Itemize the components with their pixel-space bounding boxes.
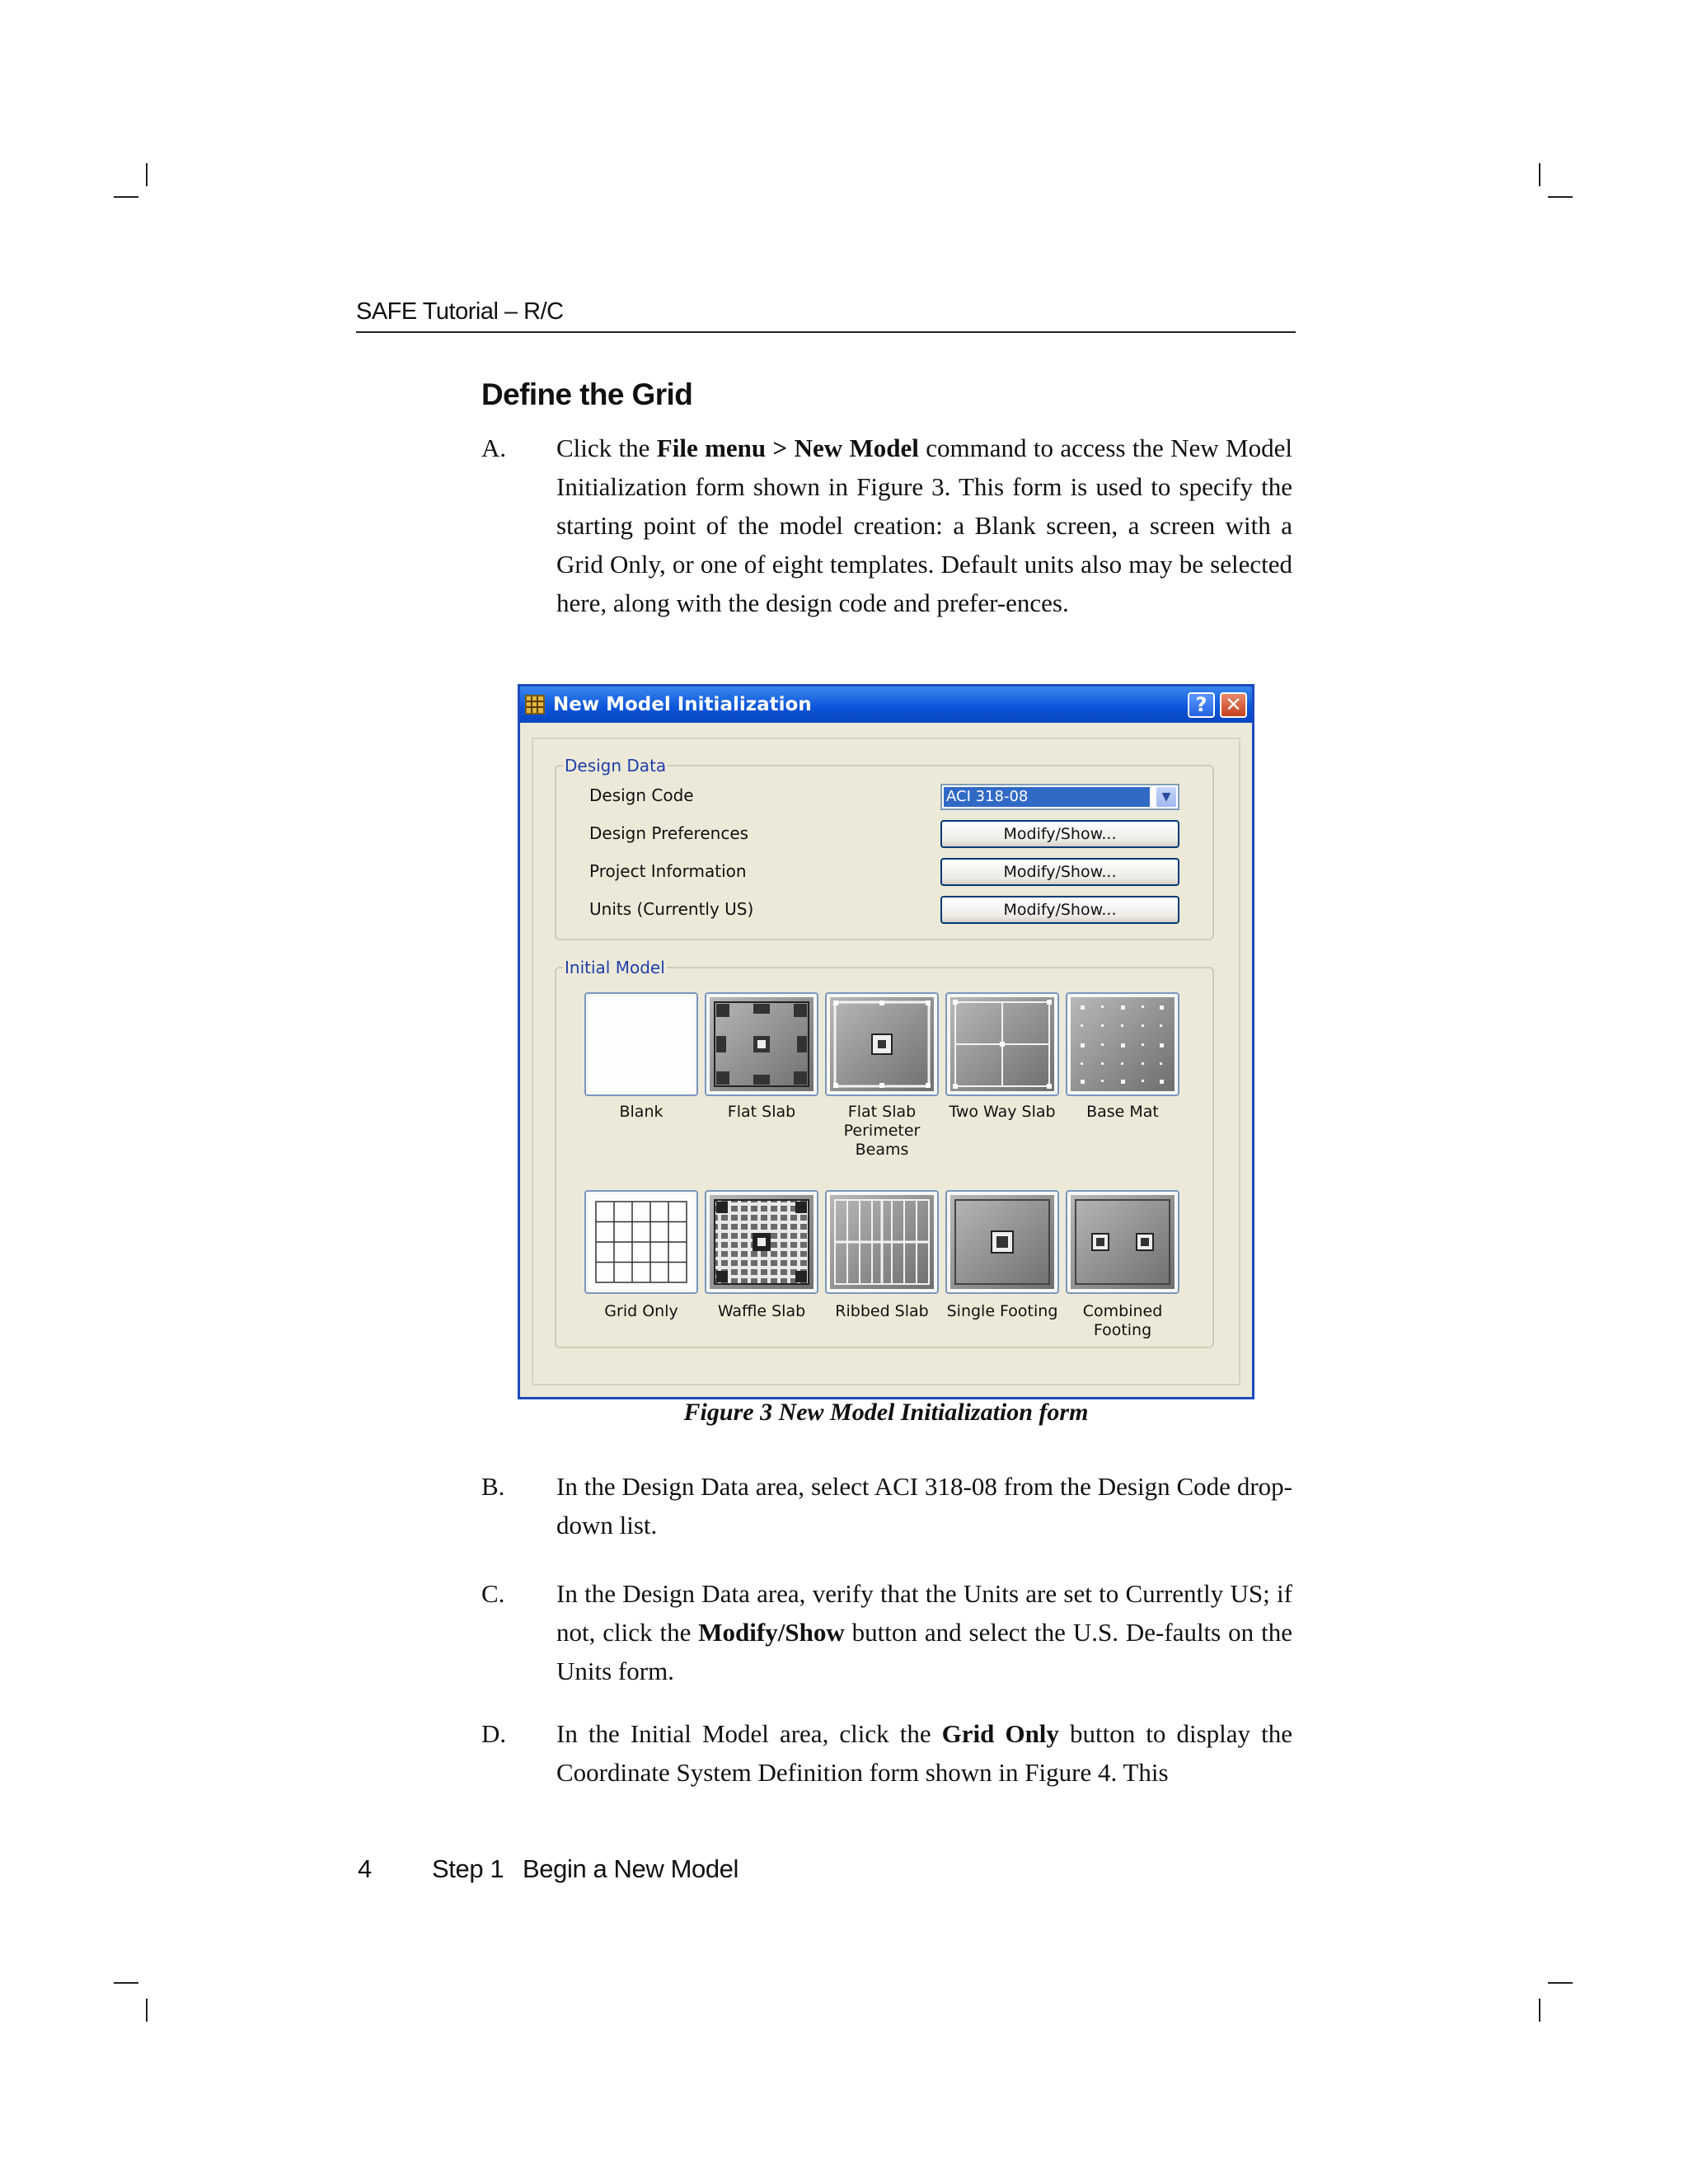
crop-mark <box>1539 1999 1540 2022</box>
flat-slab-perimeter-beams-template-button[interactable] <box>825 992 939 1096</box>
footer-chapter-title: Begin a New Model <box>523 1854 739 1883</box>
crop-mark <box>146 163 148 186</box>
crop-mark <box>1539 163 1540 186</box>
combined-footing-icon <box>1071 1195 1175 1289</box>
step-text: In the Initial Model area, click the Grid Only button to display the Coordinate System Definition form shown in Figure 4. This <box>556 1719 1292 1787</box>
units-modify-button[interactable]: Modify/Show... <box>940 896 1179 924</box>
design-code-value: ACI 318-08 <box>944 787 1150 807</box>
design-data-legend: Design Data <box>565 756 667 776</box>
template-label-blank: Blank <box>619 1103 663 1121</box>
template-label-grid-only: Grid Only <box>604 1302 678 1320</box>
single-footing-icon <box>950 1195 1054 1289</box>
page-number: 4 <box>358 1854 372 1883</box>
step-text: In the Design Data area, select ACI 318-08 from the Design Code drop-down list. <box>556 1472 1292 1540</box>
step-marker: D. <box>481 1719 507 1748</box>
dialog-client-area <box>532 738 1240 1385</box>
template-label-waffle-slab: Waffle Slab <box>717 1302 806 1320</box>
dialog-titlebar[interactable] <box>520 687 1252 723</box>
step-a <box>481 429 1292 622</box>
template-label-combined-footing: Combined Footing <box>1082 1302 1163 1339</box>
step-text: Click the File menu > New Model command to access the New Model Initialization form shown in Figure 3. This form is used to specify the starting point of the model creation: a Blank screen, a screen with a Grid Only, or one of eight templates. Default units also may be selected here, along with the design code and prefer-ences. <box>556 434 1292 617</box>
app-grid-icon <box>525 695 545 715</box>
crop-mark <box>114 1982 138 1984</box>
footer-chapter: Step 1 <box>432 1854 504 1883</box>
chevron-down-icon[interactable]: ▼ <box>1156 787 1176 807</box>
crop-mark <box>114 196 138 198</box>
initial-model-group <box>555 958 1214 1348</box>
flat-slab-icon <box>710 997 814 1091</box>
ribbed-slab-template-button[interactable] <box>825 1190 939 1294</box>
step-d <box>481 1714 1292 1792</box>
two-way-slab-icon <box>950 997 1054 1091</box>
new-model-initialization-dialog <box>518 684 1254 1399</box>
project-information-label: Project Information <box>589 861 747 881</box>
grid-only-reference: Grid Only <box>941 1719 1059 1748</box>
base-mat-icon <box>1071 997 1175 1091</box>
design-preferences-modify-button[interactable]: Modify/Show... <box>940 820 1179 848</box>
two-way-slab-template-button[interactable] <box>945 992 1059 1096</box>
ribbed-slab-icon <box>830 1195 934 1289</box>
single-footing-template-button[interactable] <box>945 1190 1059 1294</box>
grid-only-icon <box>589 1195 693 1289</box>
combined-footing-template-button[interactable] <box>1066 1190 1179 1294</box>
waffle-slab-icon <box>710 1195 814 1289</box>
blank-template-icon <box>589 997 693 1091</box>
step-marker: B. <box>481 1472 505 1501</box>
template-label-flat-slab-perimeter-beams: Flat Slab Perimeter Beams <box>843 1103 921 1159</box>
close-button[interactable]: ✕ <box>1220 692 1247 718</box>
template-label-two-way-slab: Two Way Slab <box>949 1103 1056 1121</box>
flat-slab-perimeter-beams-icon <box>830 997 934 1091</box>
flat-slab-template-button[interactable] <box>705 992 818 1096</box>
step-c <box>481 1574 1292 1690</box>
grid-only-template-button[interactable] <box>584 1190 698 1294</box>
step-b <box>481 1467 1292 1544</box>
crop-mark <box>146 1999 148 2022</box>
step-text: In the Design Data area, verify that the Units are set to Currently US; if not, click the Modify/Show button and select the U.S. De-faults on the Units form. <box>556 1579 1292 1685</box>
base-mat-template-button[interactable] <box>1066 992 1179 1096</box>
project-information-modify-button[interactable]: Modify/Show... <box>940 858 1179 886</box>
modify-show-reference: Modify/Show <box>698 1618 845 1647</box>
running-title: SAFE Tutorial – R/C <box>356 298 564 325</box>
blank-template-button[interactable] <box>584 992 698 1096</box>
units-label: Units (Currently US) <box>589 899 754 919</box>
design-code-dropdown[interactable] <box>940 784 1179 810</box>
figure-caption: Figure 3 New Model Initialization form <box>683 1399 1089 1426</box>
design-preferences-label: Design Preferences <box>589 823 749 843</box>
design-data-group <box>555 756 1214 940</box>
template-label-base-mat: Base Mat <box>1086 1103 1159 1121</box>
help-button[interactable]: ? <box>1188 692 1215 718</box>
crop-mark <box>1548 1982 1573 1984</box>
initial-model-legend: Initial Model <box>565 958 665 977</box>
running-header <box>356 298 1296 333</box>
step-marker: C. <box>481 1579 505 1608</box>
dialog-title: New Model Initialization <box>553 694 812 715</box>
template-label-flat-slab: Flat Slab <box>727 1103 796 1121</box>
step-marker: A. <box>481 434 507 462</box>
menu-path: File menu > New Model <box>656 434 919 462</box>
template-label-single-footing: Single Footing <box>946 1302 1058 1320</box>
section-title: Define the Grid <box>481 377 693 411</box>
template-label-ribbed-slab: Ribbed Slab <box>835 1302 929 1320</box>
waffle-slab-template-button[interactable] <box>705 1190 818 1294</box>
design-code-label: Design Code <box>589 785 694 805</box>
crop-mark <box>1548 196 1573 198</box>
